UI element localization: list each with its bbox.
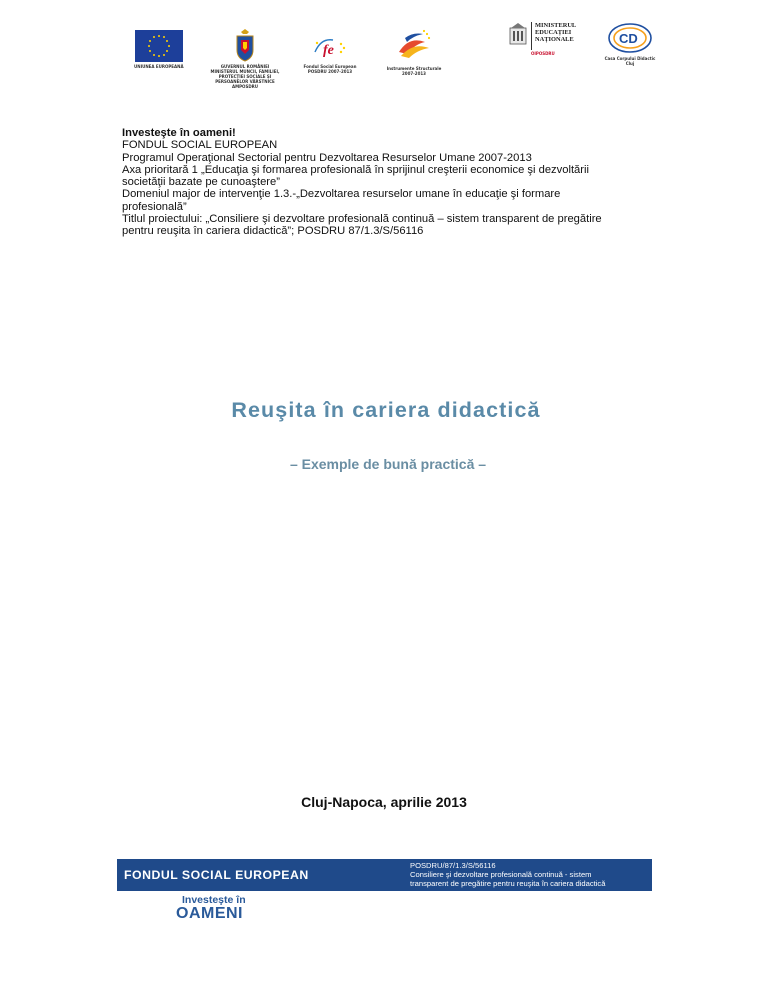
government-logo bbox=[208, 28, 282, 89]
svg-text:CD: CD bbox=[619, 31, 638, 46]
structural-instruments-icon bbox=[395, 28, 433, 64]
ministry-logo bbox=[508, 22, 578, 56]
logo-strip bbox=[0, 0, 768, 100]
footer-motto bbox=[176, 894, 246, 923]
eu-star bbox=[168, 45, 170, 47]
ministry-mark bbox=[508, 22, 576, 50]
ccd-caption: Casa Corpului Didactic Cluj bbox=[604, 56, 656, 66]
program-fund: FONDUL SOCIAL EUROPEAN bbox=[122, 139, 278, 152]
program-domain: Domeniul major de intervenţie 1.3.-„Dezvoltarea resurselor umane în educaţie şi formare bbox=[122, 188, 561, 201]
document-title: Reuşita în cariera didactică bbox=[231, 398, 541, 422]
government-caption: GUVERNUL ROMÂNIEI MINISTERUL MUNCII, FAMILIEI, PROTECȚIEI SOCIALE ȘI PERSOANELOR VÂRSTNICE AMPOSDRU bbox=[210, 64, 280, 89]
eu-flag-icon bbox=[135, 30, 183, 62]
eu-star bbox=[149, 40, 151, 42]
document-subtitle: – Exemple de bună practică – bbox=[289, 456, 487, 472]
eu-star bbox=[148, 45, 150, 47]
structural-instruments-caption: Instrumente Structurale 2007-2013 bbox=[386, 66, 442, 76]
ministry-education-icon bbox=[508, 22, 528, 46]
ministry-caption: MINISTERUL EDUCAȚIEI NAȚIONALE bbox=[535, 22, 577, 43]
fse-logo-icon bbox=[311, 34, 349, 62]
fse-logo bbox=[300, 34, 360, 74]
eu-star bbox=[153, 54, 155, 56]
eu-star bbox=[163, 54, 165, 56]
motto-big: OAMENI bbox=[176, 905, 243, 922]
program-operational: Programul Operaţional Sectorial pentru Dezvoltarea Resurselor Umane 2007-2013 bbox=[122, 151, 532, 164]
motto-small: Investeşte în bbox=[182, 894, 246, 906]
eu-star bbox=[153, 36, 155, 38]
eu-star bbox=[158, 35, 160, 37]
eu-star bbox=[166, 50, 168, 52]
eu-star bbox=[158, 55, 160, 57]
fse-caption: Fondul Social European POSDRU 2007-2013 bbox=[303, 64, 357, 74]
program-info bbox=[122, 127, 662, 238]
svg-text:fe: fe bbox=[323, 43, 334, 58]
program-domain-cont: profesională” bbox=[122, 200, 187, 213]
eu-caption: UNIUNEA EUROPEANĂ bbox=[134, 64, 184, 69]
structural-instruments-logo bbox=[386, 28, 442, 76]
footer-banner bbox=[117, 859, 652, 891]
eu-star bbox=[149, 50, 151, 52]
ccd-logo bbox=[600, 22, 660, 66]
banner-project-code: POSDRU/87/1.3/S/56116 bbox=[410, 861, 496, 870]
program-project-title-cont: pentru reuşita în cariera didactică”; POSDRU 87/1.3/S/56116 bbox=[122, 225, 424, 238]
banner-project-info bbox=[410, 861, 650, 888]
banner-project-line1: Consiliere şi dezvoltare profesională continuă - sistem bbox=[410, 870, 592, 879]
program-axis: Axa prioritară 1 „Educaţia şi formarea profesională în sprijinul creşterii economice şi dezvoltării bbox=[122, 163, 589, 176]
place-date: Cluj-Napoca, aprilie 2013 bbox=[301, 794, 467, 810]
banner-fund-name: FONDUL SOCIAL EUROPEAN bbox=[124, 868, 309, 882]
eu-logo bbox=[134, 30, 184, 69]
program-axis-cont: societăţii bazate pe cunoaştere” bbox=[122, 176, 280, 189]
banner-project-line2: transparent de pregătire pentru reuşita în cariera didactică bbox=[410, 879, 606, 888]
ministry-sub: OIPOSDRU bbox=[531, 51, 555, 56]
eu-star bbox=[163, 36, 165, 38]
program-slogan: Investeşte în oameni! bbox=[122, 127, 236, 139]
eu-star bbox=[166, 40, 168, 42]
romania-coat-of-arms-icon bbox=[234, 28, 256, 62]
ccd-logo-icon bbox=[607, 22, 653, 54]
program-project-title: Titlul proiectului: „Consiliere şi dezvoltare profesională continuă – sistem transparent de pregătire bbox=[122, 213, 602, 226]
ministry-divider bbox=[531, 22, 532, 50]
